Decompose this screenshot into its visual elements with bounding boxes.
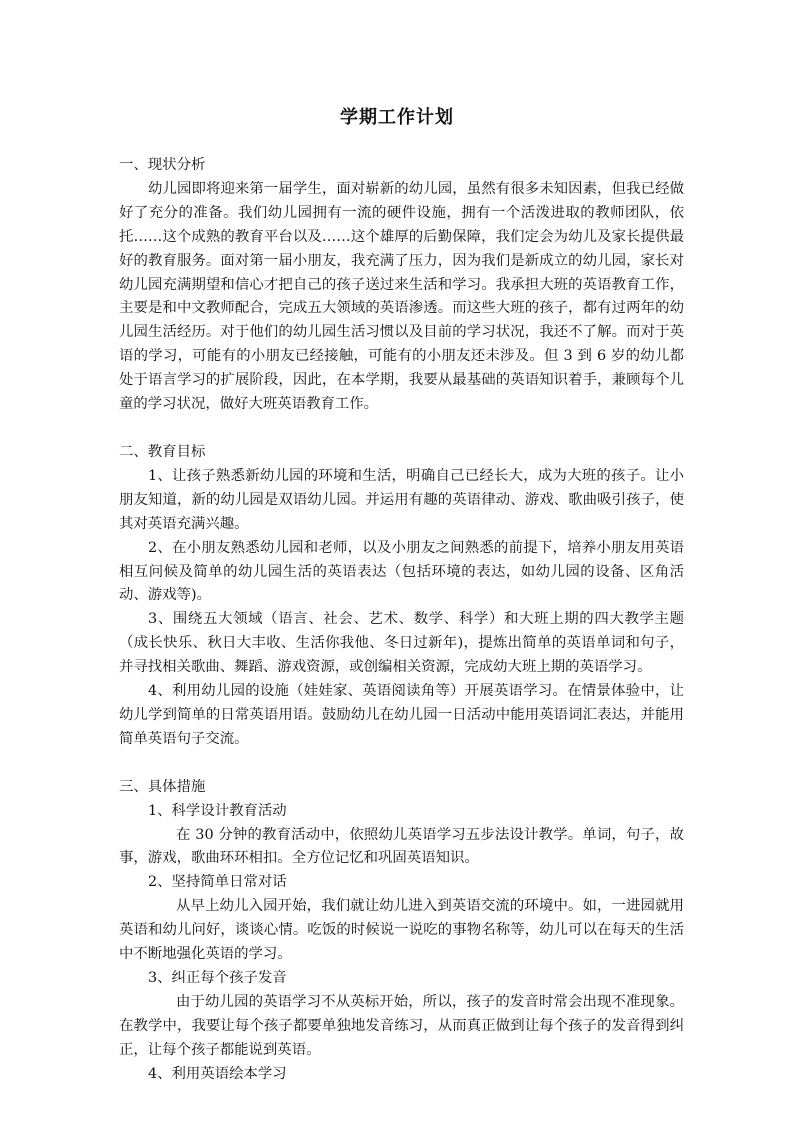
status-analysis-paragraph: 幼儿园即将迎来第一届学生，面对崭新的幼儿园，虽然有很多未知因素，但我已经做好了充分的准备。我们幼儿园拥有一流的硬件设施，拥有一个活泼进取的教师团队，依托……这个成熟的教育平台以及……这个雄厚的后勤保障，我们定会为幼儿及家长提供最好的教育服务。面对第一届小朋友，我充满了压力，因为我们是新成立的幼儿园，家长对幼儿园充满期望和信心才把自己的孩子送过来生活和学习。我承担大班的英语教育工作，主要是和中文教师配合，完成五大领域的英语渗透。而这些大班的孩子，都有过两年的幼儿园生活经历。对于他们的幼儿园生活习惯以及目前的学习状况，我还不了解。而对于英语的学习，可能有的小朋友已经接触，可能有的小朋友还未涉及。但 3 到 6 岁的幼儿都处于语言学习的扩展阶段，因此，在本学期，我要从最基础的英语知识着手，兼顾每个儿童的学习状况，做好大班英语教育工作。 [119, 180, 684, 413]
measure-title-4: 4、利用英语绘本学习 [148, 1065, 287, 1082]
measure-title-2: 2、坚持简单日常对话 [148, 874, 287, 891]
measure-text-3: 由于幼儿园的英语学习不从英标开始，所以，孩子的发音时常会出现不准现象。在教学中，我要让每个孩子都要单独地发音练习，从而真正做到让每个孩子的发音得到纠正，让每个孩子都能说到英语。 [119, 993, 684, 1058]
document-title: 学期工作计划 [340, 107, 454, 128]
section-heading-status-analysis: 一、现状分析 [119, 157, 206, 173]
goal-item-1: 1、让孩子熟悉新幼儿园的环境和生活，明确自己已经长大，成为大班的孩子。让小朋友知道，新的幼儿园是双语幼儿园。并运用有趣的英语律动、游戏、歌曲吸引孩子，使其对英语充满兴趣。 [119, 467, 684, 532]
section-spacer [119, 752, 684, 776]
measure-text-1: 在 30 分钟的教育活动中，依照幼儿英语学习五步法设计教学。单词，句子，故事，游戏，歌曲环环相扣。全方位记忆和巩固英语知识。 [119, 826, 684, 867]
goal-item-2: 2、在小朋友熟悉幼儿园和老师，以及小朋友之间熟悉的前提下，培养小朋友用英语相互问候及简单的幼儿园生活的英语表达（包括环境的表达，如幼儿园的设备、区角活动、游戏等)。 [119, 539, 684, 604]
measure-title-3: 3、纠正每个孩子发音 [148, 970, 287, 986]
section-spacer [119, 417, 684, 441]
measure-text-2: 从早上幼儿入园开始，我们就让幼儿进入到英语交流的环境中。如，一进园就用英语和幼儿问好，谈谈心情。吃饭的时候说一说吃的事物名称等，幼儿可以在每天的生活中不断地强化英语的学习。 [119, 898, 684, 963]
goal-item-4: 4、利用幼儿园的设施（娃娃家、英语阅读角等）开展英语学习。在情景体验中，让幼儿学到简单的日常英语用语。鼓励幼儿在幼儿园一日活动中能用英语词汇表达，并能用简单英语句子交流。 [119, 683, 684, 747]
document-body [119, 154, 684, 1087]
measure-title-1: 1、科学设计教育活动 [148, 802, 287, 819]
section-heading-measures: 三、具体措施 [119, 778, 206, 795]
goal-item-3: 3、围绕五大领域（语言、社会、艺术、数学、科学）和大班上期的四大教学主题（成长快乐、秋日大丰收、生活你我他、冬日过新年)，提炼出简单的英语单词和句子，并寻找相关歌曲、舞蹈、游戏资源，或创编相关资源，完成幼大班上期的英语学习。 [119, 611, 684, 676]
section-heading-education-goals: 二、教育目标 [119, 443, 206, 460]
